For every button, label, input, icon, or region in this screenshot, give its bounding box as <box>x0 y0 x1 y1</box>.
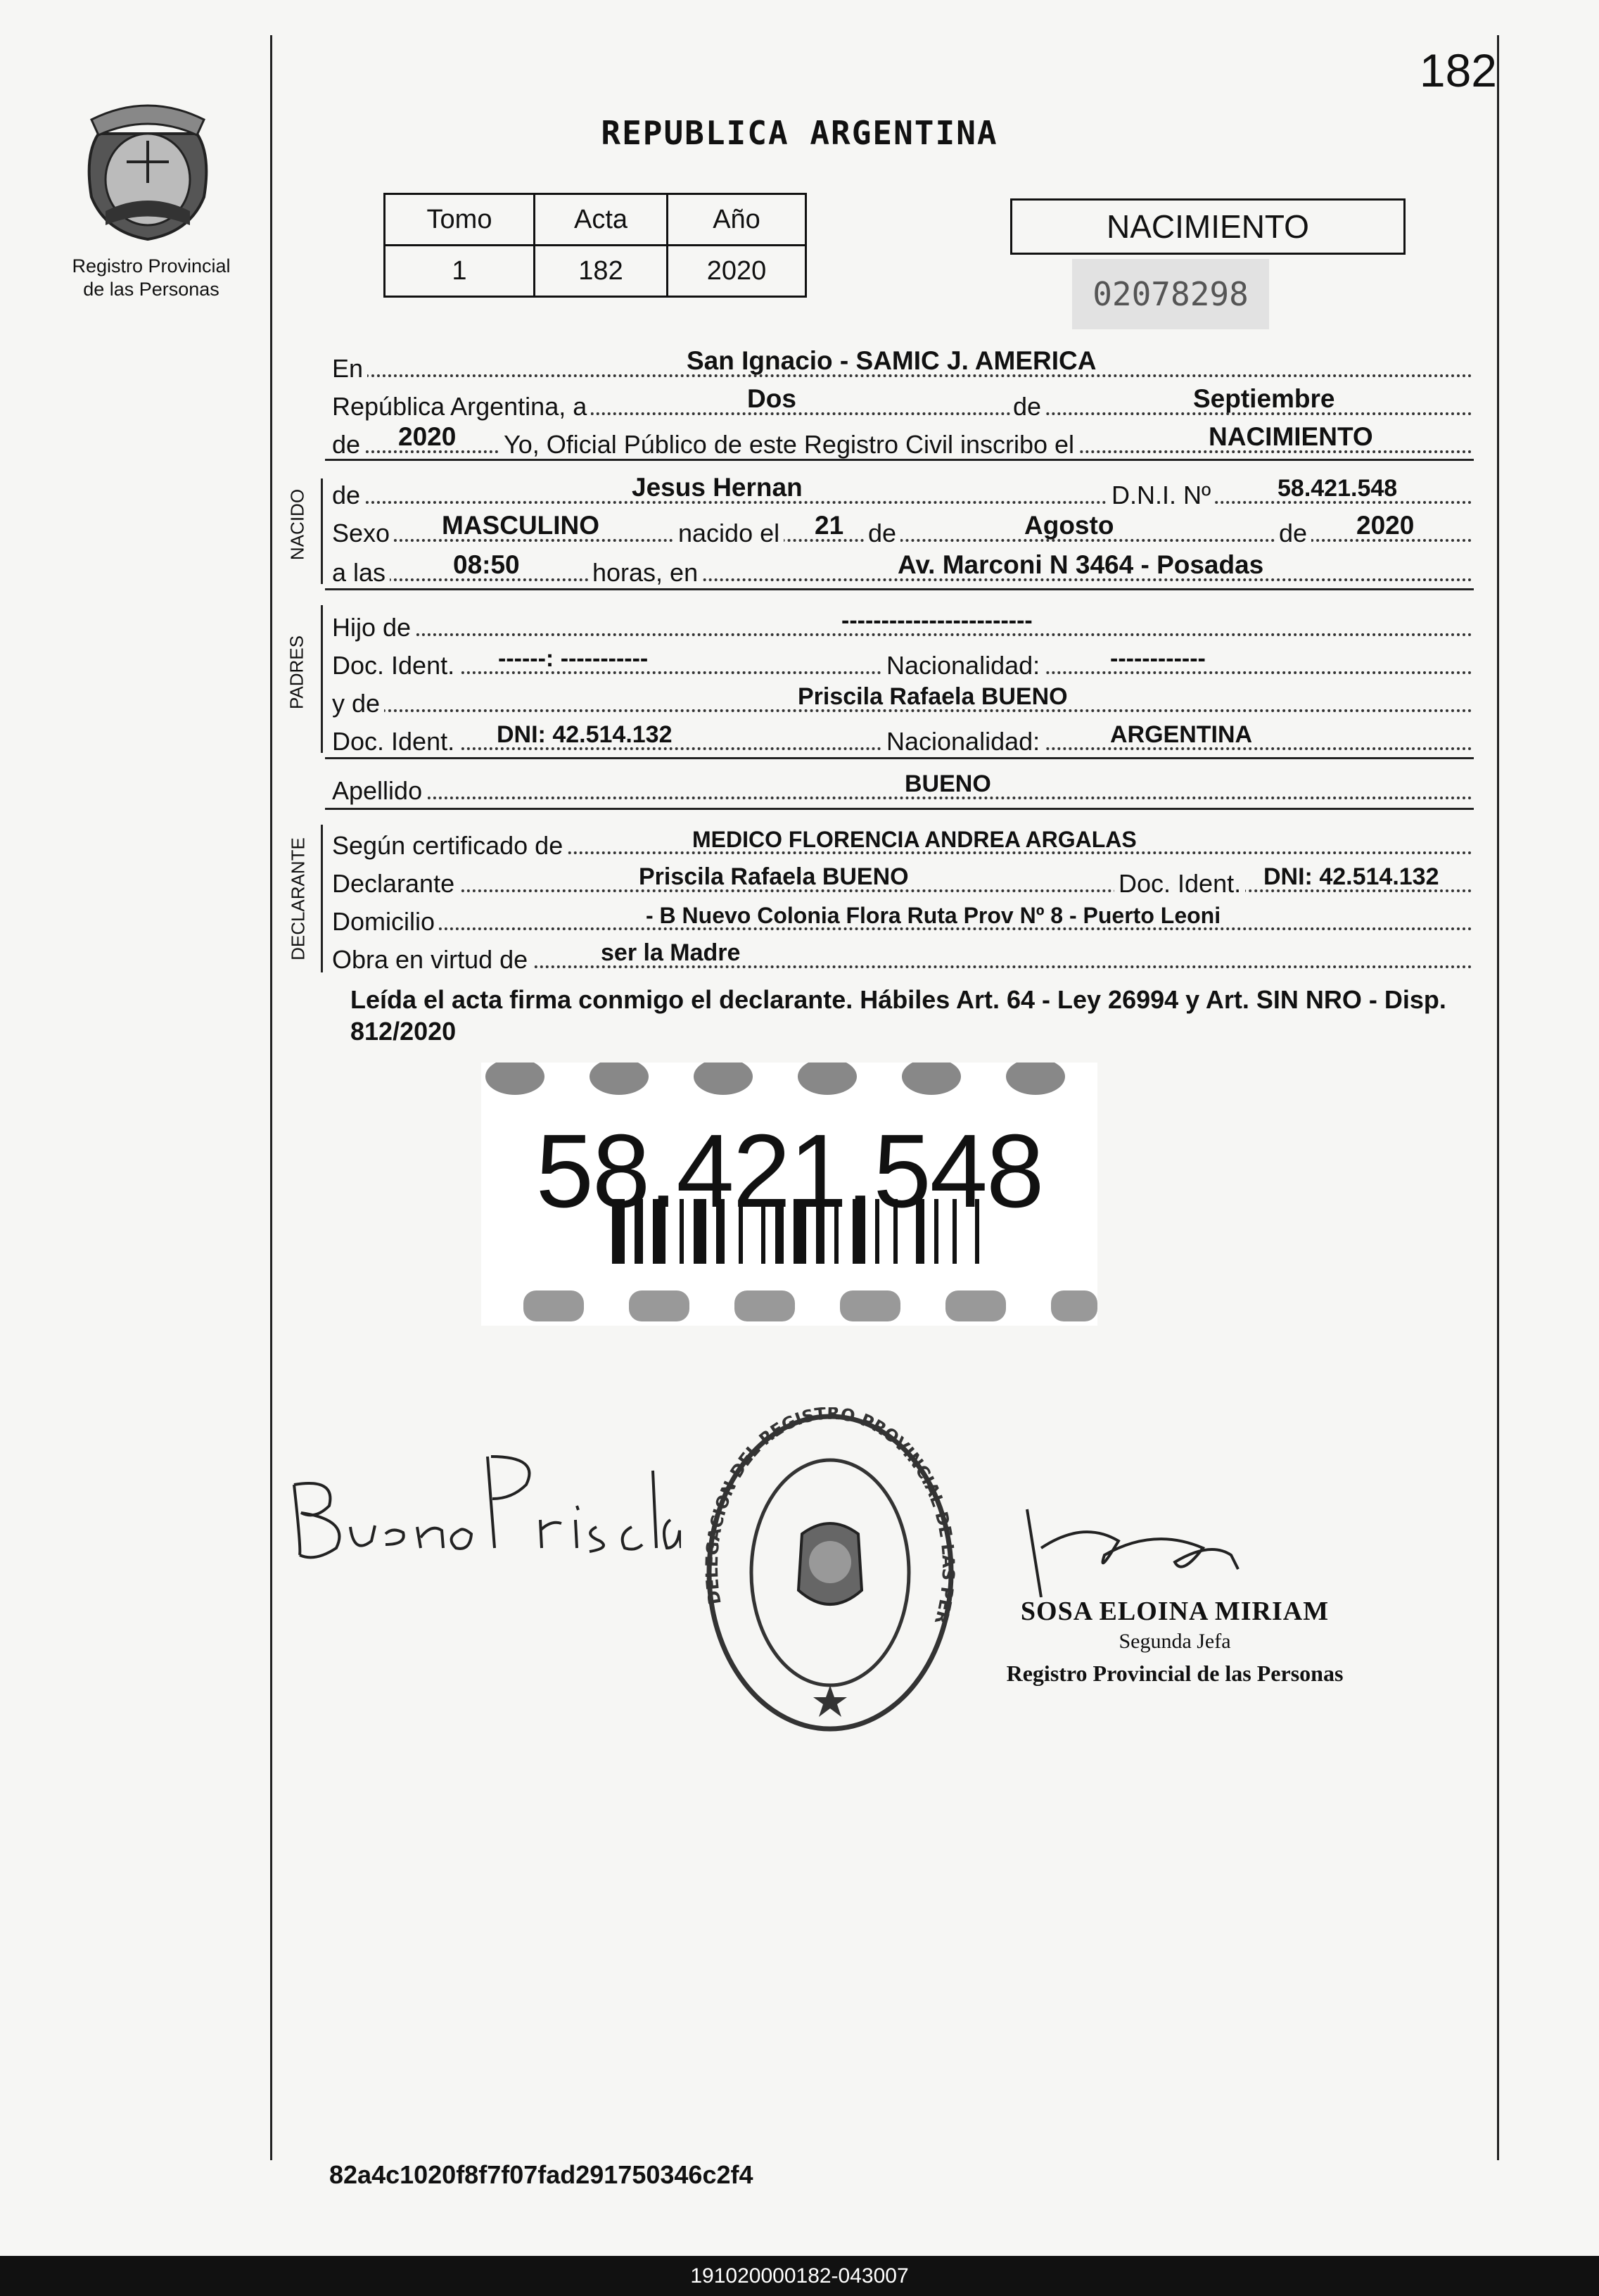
child-dni-value: 58.421.548 <box>1278 475 1398 502</box>
logo-caption-line2: de las Personas <box>83 279 219 300</box>
year-prefix-label: de <box>332 431 364 459</box>
row-nacido-time <box>332 547 1472 587</box>
official-role: Segunda Jefa <box>1119 1630 1231 1653</box>
barcode-sticker <box>481 1063 1097 1326</box>
official-name: SOSA ELOINA MIRIAM <box>1020 1597 1330 1626</box>
row-declarante <box>332 858 1472 898</box>
table-header: Año <box>668 194 806 246</box>
segun-label: Según certificado de <box>332 832 567 860</box>
table-cell-anio: 2020 <box>668 246 806 297</box>
a-las-label: a las <box>332 559 390 587</box>
nacido-el-label: nacido el <box>674 519 784 547</box>
separator <box>325 459 1474 461</box>
y-de-label: y de <box>332 690 384 718</box>
separator <box>325 757 1474 759</box>
sex-value: MASCULINO <box>442 511 600 540</box>
birth-month-value: Agosto <box>1024 511 1114 540</box>
footer-id-bar <box>0 2256 1599 2296</box>
place-value: San Ignacio - SAMIC J. AMERICA <box>687 346 1097 375</box>
en-label: En <box>332 355 367 383</box>
page-number: 182 <box>1419 44 1497 96</box>
act-type-value: NACIMIENTO <box>1209 422 1373 451</box>
father-nationality-label: Nacionalidad: <box>882 652 1044 680</box>
document-title: REPUBLICA ARGENTINA <box>601 114 998 152</box>
row-date <box>332 381 1472 421</box>
record-type-box: NACIMIENTO <box>1010 198 1406 255</box>
row-apellido <box>332 766 1472 805</box>
table-cell-acta: 182 <box>535 246 668 297</box>
separator <box>325 808 1474 810</box>
child-name-value: Jesus Hernan <box>632 473 803 502</box>
obra-value: ser la Madre <box>601 939 741 966</box>
obra-label: Obra en virtud de <box>332 946 532 974</box>
declarante-section-label: DECLARANTE <box>287 837 309 960</box>
legal-text: Leída el acta firma conmigo el declarante. Hábiles Art. 64 - Ley 26994 y Art. SIN NRO - Disp. 812/2020 <box>350 985 1446 1046</box>
stamp-text: DELEGACION DEL REGISTRO PROVINCIAL DE LAS PER <box>701 1407 959 1627</box>
certificate-value: MEDICO FLORENCIA ANDREA ARGALAS <box>692 827 1137 852</box>
serial-number: 02078298 <box>1072 259 1269 329</box>
nacido-de-label: de <box>332 481 364 509</box>
declarant-signature <box>287 1442 681 1599</box>
domicilio-label: Domicilio <box>332 908 439 936</box>
row-mother-doc <box>332 716 1472 756</box>
father-value: ------------------------ <box>841 607 1033 634</box>
padres-side-bar <box>321 605 323 753</box>
hijo-de-label: Hijo de <box>332 614 415 642</box>
official-stamp <box>696 1407 964 1738</box>
table-header: Acta <box>535 194 668 246</box>
document-hash: 82a4c1020f8f7f07fad291750346c2f4 <box>329 2160 753 2189</box>
birth-day-value: 21 <box>815 511 844 540</box>
row-mother <box>332 678 1472 718</box>
mother-nationality-value: ARGENTINA <box>1110 721 1253 748</box>
official-office: Registro Provincial de las Personas <box>1006 1661 1344 1686</box>
separator <box>325 588 1474 590</box>
father-doc-label: Doc. Ident. <box>332 652 459 680</box>
year-value: 2020 <box>398 422 457 451</box>
row-father-doc <box>332 640 1472 680</box>
row-nacido-name <box>332 470 1472 509</box>
left-margin-line <box>270 35 272 2160</box>
nacido-section-label: NACIDO <box>286 488 308 561</box>
horas-en-label: horas, en <box>588 559 702 587</box>
declarante-side-bar <box>321 825 323 972</box>
sexo-label: Sexo <box>332 519 394 547</box>
table-header: Tomo <box>385 194 535 246</box>
register-table <box>383 193 807 298</box>
right-margin-line <box>1497 35 1499 2160</box>
declarante-doc-value: DNI: 42.514.132 <box>1263 863 1439 890</box>
row-place <box>332 343 1472 383</box>
declarante-label: Declarante <box>332 870 459 898</box>
padres-section-label: PADRES <box>286 635 307 709</box>
apellido-label: Apellido <box>332 777 426 805</box>
apellido-value: BUENO <box>905 770 991 797</box>
day-value: Dos <box>747 384 796 413</box>
row-certificate <box>332 820 1472 860</box>
row-officer <box>332 419 1472 459</box>
father-doc-value: ------: ----------- <box>498 645 649 672</box>
birth-de-label: de <box>864 519 900 547</box>
republica-label: República Argentina, a <box>332 393 591 421</box>
mother-doc-value: DNI: 42.514.132 <box>497 721 673 748</box>
nacido-side-bar <box>321 478 323 584</box>
row-father <box>332 602 1472 642</box>
mother-value: Priscila Rafaela BUENO <box>798 683 1068 710</box>
row-obra <box>332 934 1472 974</box>
logo-caption-line1: Registro Provincial <box>72 255 231 277</box>
mother-nationality-label: Nacionalidad: <box>882 728 1044 756</box>
declarante-value: Priscila Rafaela BUENO <box>639 863 909 890</box>
official-signature <box>999 1499 1379 1597</box>
row-nacido-sex <box>332 508 1472 547</box>
footer-id: 191020000182-043007 <box>690 2264 909 2288</box>
dni-label: D.N.I. Nº <box>1107 481 1215 509</box>
sticker-dni-number: 58.421.548 <box>535 1113 1043 1229</box>
officer-text: Yo, Oficial Público de este Registro Civil inscribo el <box>498 431 1078 459</box>
birth-time-value: 08:50 <box>453 550 520 579</box>
row-domicilio <box>332 896 1472 936</box>
table-cell-tomo: 1 <box>385 246 535 297</box>
logo-caption <box>42 255 260 301</box>
mother-doc-label: Doc. Ident. <box>332 728 459 756</box>
birth-place-value: Av. Marconi N 3464 - Posadas <box>898 550 1264 579</box>
month-value: Septiembre <box>1193 384 1335 413</box>
de-label: de <box>1010 393 1045 421</box>
birth-year-value: 2020 <box>1356 511 1415 540</box>
declarante-doc-label: Doc. Ident. <box>1114 870 1245 898</box>
birth-de-label-2: de <box>1275 519 1311 547</box>
domicilio-value: - B Nuevo Colonia Flora Ruta Prov Nº 8 - Puerto Leoni <box>646 903 1221 928</box>
father-nationality-value: ------------ <box>1110 645 1206 672</box>
